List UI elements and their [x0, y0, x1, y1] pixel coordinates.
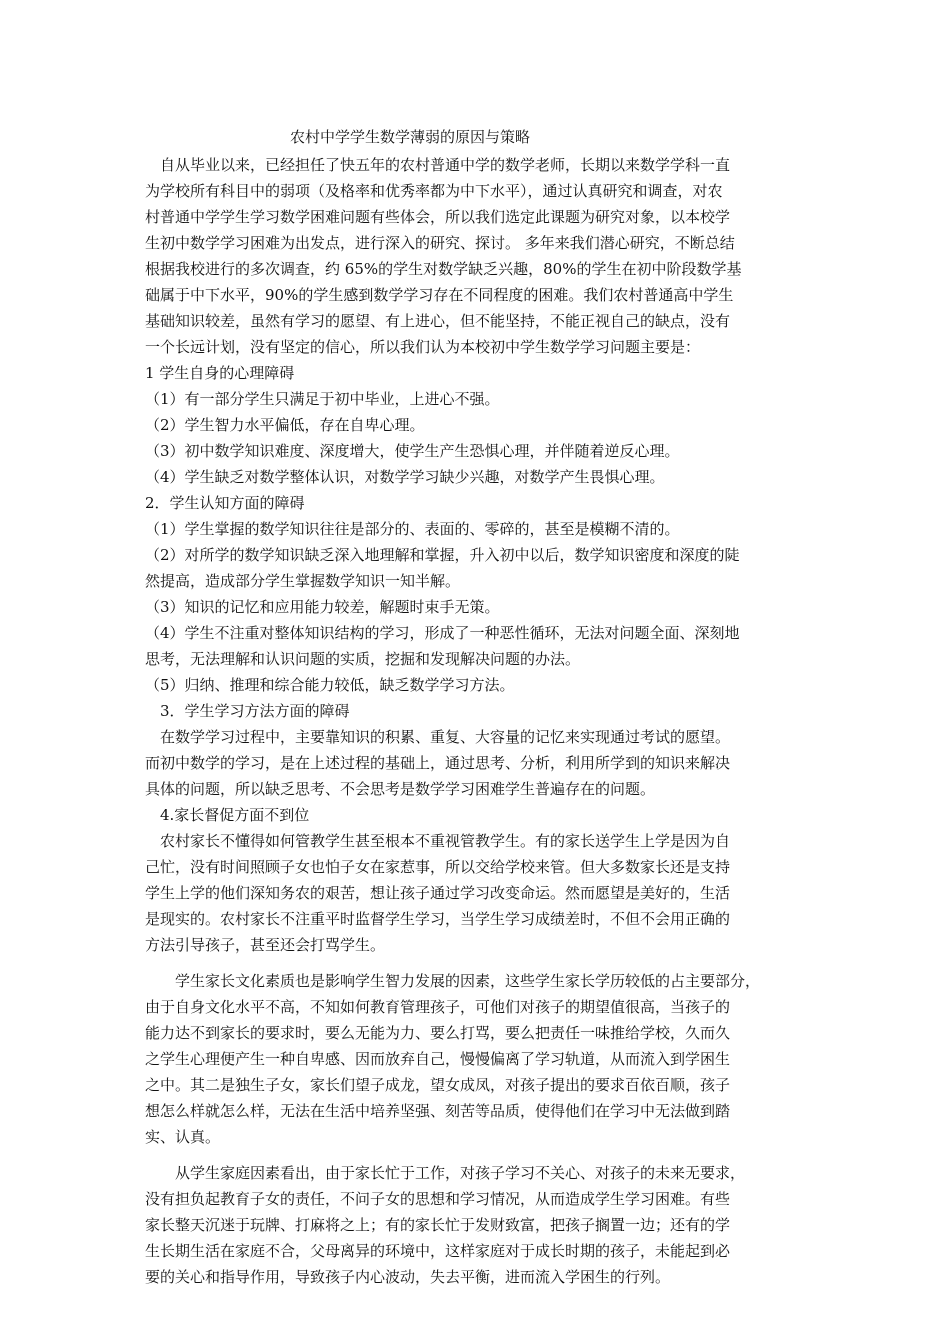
paragraph-line: 具体的问题，所以缺乏思考、不会思考是数学学习困难学生普遍存在的问题。	[145, 780, 656, 798]
paragraph-gap	[145, 1150, 825, 1160]
paragraph-line: 在数学学习过程中，主要靠知识的积累、重复、大容量的记忆来实现通过考试的愿望。	[160, 728, 731, 746]
list-item: 思考，无法理解和认识问题的实质，挖掘和发现解决问题的办法。	[145, 650, 581, 668]
paragraph-line: 生长期生活在家庭不合，父母离异的环境中，这样家庭对于成长时期的孩子，未能起到必	[145, 1242, 731, 1260]
document-title: 农村中学学生数学薄弱的原因与策略	[290, 128, 531, 146]
paragraph-line: 一个长远计划，没有坚定的信心，所以我们认为本校初中学生数学学习问题主要是：	[145, 338, 701, 356]
paragraph-line: 由于自身文化水平不高，不知如何教育管理孩子，可他们对孩子的期望值很高，当孩子的	[145, 998, 731, 1016]
section-heading: 1 学生自身的心理障碍	[145, 364, 295, 382]
paragraph-line: 村普通中学学生学习数学困难问题有些体会，所以我们选定此课题为研究对象，以本校学	[145, 208, 731, 226]
paragraph-line: 方法引导孩子，甚至还会打骂学生。	[145, 936, 386, 954]
list-item: （5）归纳、推理和综合能力较低，缺乏数学学习方法。	[145, 676, 515, 694]
list-item: （1）有一部分学生只满足于初中毕业，上进心不强。	[145, 390, 500, 408]
paragraph-line: 根据我校进行的多次调查，约 65%的学生对数学缺乏兴趣，80%的学生在初中阶段数学基	[145, 260, 742, 278]
list-item: （4）学生不注重对整体知识结构的学习，形成了一种恶性循环，无法对问题全面、深刻地	[145, 624, 740, 642]
list-item: （3）知识的记忆和应用能力较差，解题时束手无策。	[145, 598, 500, 616]
paragraph-line: 生初中数学学习困难为出发点，进行深入的研究、探讨。 多年来我们潜心研究，不断总结	[145, 234, 735, 252]
list-item: （2）学生智力水平偏低，存在自卑心理。	[145, 416, 425, 434]
section-heading: 2．学生认知方面的障碍	[145, 494, 305, 512]
paragraph-line: 想怎么样就怎么样，无法在生活中培养坚强、刻苦等品质，使得他们在学习中无法做到踏	[145, 1102, 731, 1120]
paragraph-line: 自从毕业以来，已经担任了快五年的农村普通中学的数学老师，长期以来数学学科一直	[160, 156, 731, 174]
paragraph-line: 没有担负起教育子女的责任，不问子女的思想和学习情况，从而造成学生学习困难。有些	[145, 1190, 731, 1208]
paragraph-line: 是现实的。农村家长不注重平时监督学生学习，当学生学习成绩差时，不但不会用正确的	[145, 910, 731, 928]
list-item: （2）对所学的数学知识缺乏深入地理解和掌握，升入初中以后，数学知识密度和深度的陡	[145, 546, 740, 564]
paragraph-line: 学生上学的他们深知务农的艰苦，想让孩子通过学习改变命运。然而愿望是美好的，生活	[145, 884, 731, 902]
paragraph-line: 农村家长不懂得如何管教学生甚至根本不重视管教学生。有的家长送学生上学是因为自	[160, 832, 731, 850]
paragraph-gap	[145, 958, 825, 968]
paragraph-line: 基础知识较差，虽然有学习的愿望、有上进心，但不能坚持，不能正视自己的缺点，没有	[145, 312, 731, 330]
paragraph-line: 为学校所有科目中的弱项（及格率和优秀率都为中下水平），通过认真研究和调查，对农	[145, 182, 723, 200]
paragraph-line: 学生家长文化素质也是影响学生智力发展的因素，这些学生家长学历较低的占主要部分，	[175, 972, 761, 990]
list-item: （4）学生缺乏对数学整体认识，对数学学习缺少兴趣，对数学产生畏惧心理。	[145, 468, 665, 486]
list-item: （3）初中数学知识难度、深度增大，使学生产生恐惧心理，并伴随着逆反心理。	[145, 442, 680, 460]
list-item: 然提高，造成部分学生掌握数学知识一知半解。	[145, 572, 461, 590]
paragraph-line: 己忙，没有时间照顾子女也怕子女在家惹事，所以交给学校来管。但大多数家长还是支持	[145, 858, 731, 876]
paragraph-line: 家长整天沉迷于玩牌、打麻将之上；有的家长忙于发财致富，把孩子搁置一边；还有的学	[145, 1216, 731, 1234]
paragraph-line: 从学生家庭因素看出，由于家长忙于工作，对孩子学习不关心、对孩子的未来无要求，	[175, 1164, 746, 1182]
paragraph-line: 要的关心和指导作用，导致孩子内心波动，失去平衡，进而流入学困生的行列。	[145, 1268, 671, 1286]
paragraph-line: 之中。其二是独生子女，家长们望子成龙，望女成凤，对孩子提出的要求百依百顺，孩子	[145, 1076, 731, 1094]
paragraph-line: 能力达不到家长的要求时，要么无能为力、要么打骂，要么把责任一味推给学校，久而久	[145, 1024, 731, 1042]
section-heading: 3．学生学习方法方面的障碍	[160, 702, 350, 720]
paragraph-line: 础属于中下水平，90%的学生感到数学学习存在不同程度的困难。我们农村普通高中学生	[145, 286, 734, 304]
document-body	[145, 124, 825, 1290]
paragraph-line: 实、认真。	[145, 1128, 221, 1146]
paragraph-line: 而初中数学的学习，是在上述过程的基础上，通过思考、分析，利用所学到的知识来解决	[145, 754, 731, 772]
paragraph-line: 之学生心理便产生一种自卑感、因而放弃自己，慢慢偏离了学习轨道，从而流入到学困生	[145, 1050, 731, 1068]
section-heading: 4.家长督促方面不到位	[160, 806, 310, 824]
list-item: （1）学生掌握的数学知识往往是部分的、表面的、零碎的，甚至是模糊不清的。	[145, 520, 680, 538]
